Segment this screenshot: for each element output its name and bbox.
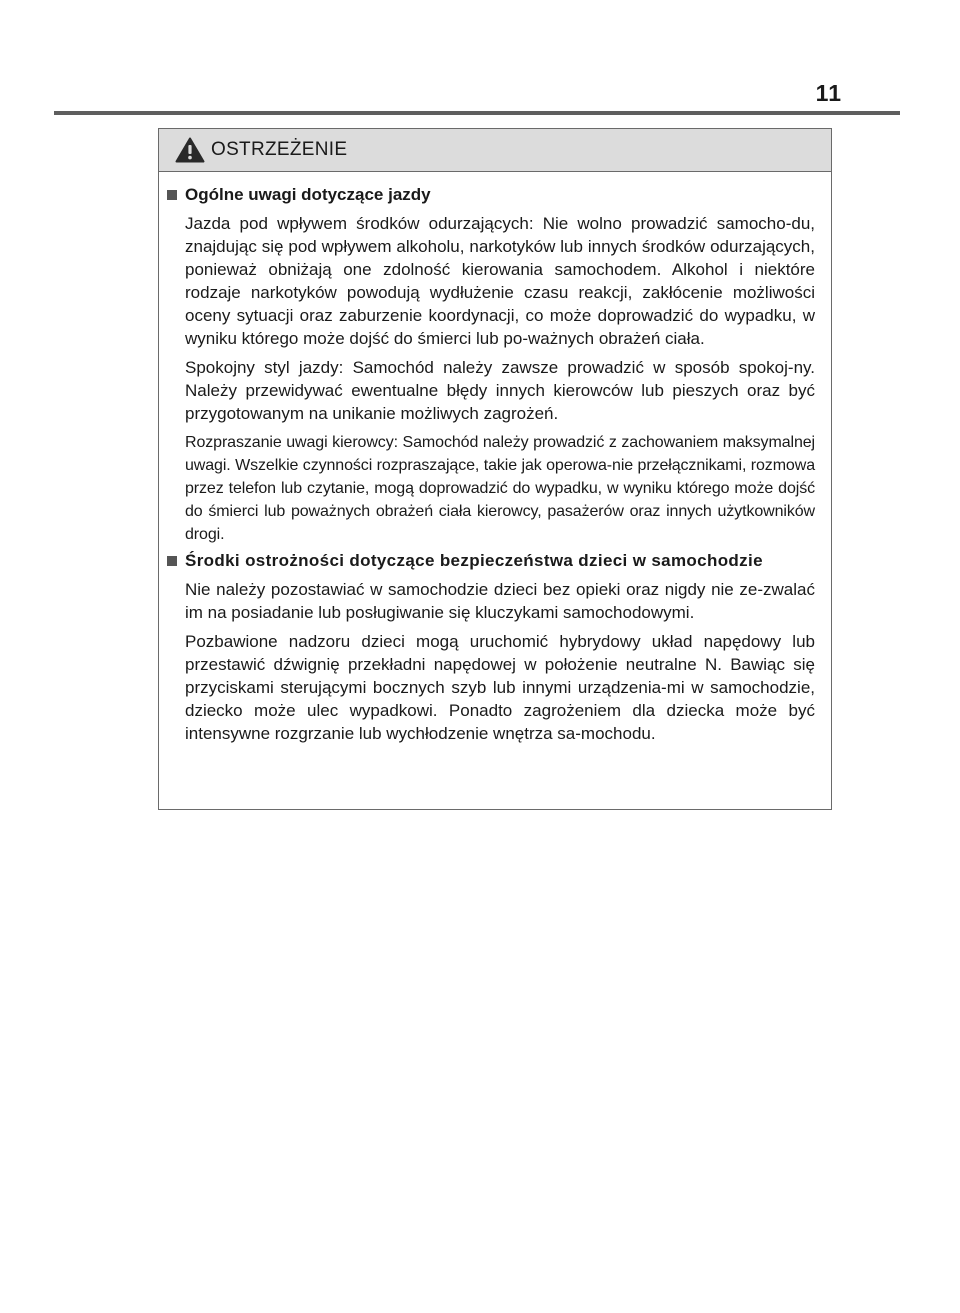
section-title: Ogólne uwagi dotyczące jazdy xyxy=(185,185,431,204)
warning-header xyxy=(159,129,831,172)
paragraph-unattended-children: Nie należy pozostawiać w samochodzie dzieci bez opieki oraz nigdy nie ze-zwalać im na posiadanie lub posługiwanie się kluczykami samochodowymi. xyxy=(185,580,815,622)
square-bullet-icon xyxy=(167,556,177,566)
paragraph-calm-driving: Spokojny styl jazdy: Samochód należy zawsze prowadzić w sposób spokoj-ny. Należy przewidywać ewentualne błędy innych kierowców lub pieszych oraz być przygotowanym na unikanie możliwych zagrożeń. xyxy=(185,358,815,423)
warning-title: OSTRZEŻENIE xyxy=(211,139,348,160)
header-rule xyxy=(54,111,900,115)
warning-box xyxy=(158,128,832,810)
square-bullet-icon xyxy=(167,190,177,200)
warning-body xyxy=(159,172,831,745)
paragraph-intoxication: Jazda pod wpływem środków odurzających: Nie wolno prowadzić samocho-du, znajdując się pod wpływem alkoholu, narkotyków lub innych środków odurzających, ponieważ obniżają one zdolność kierowania samochodem. Alkohol i niektóre rodzaje narkotyków powodują wydłużenie czasu reakcji, zakłócenie możliwości oceny sytuacji oraz zaburzenie koordynacji, co może doprowadzić do wypadku, w wyniku którego może dojść do śmierci lub po-ważnych obrażeń ciała. xyxy=(185,214,815,348)
warning-triangle-icon xyxy=(175,137,205,163)
section-title: Środki ostrożności dotyczące bezpieczeństwa dzieci w samochodzie xyxy=(185,551,763,570)
section-heading-children xyxy=(167,548,815,574)
section-heading-driving xyxy=(167,182,815,208)
paragraph-child-hazards: Pozbawione nadzoru dzieci mogą uruchomić hybrydowy układ napędowy lub przestawić dźwignię przekładni napędowej w położenie neutralne N. Bawiąc się przyciskami sterującymi bocznych szyb lub innymi urządzenia-mi w samochodzie, dziecko może ulec wypadkowi. Ponadto zagrożeniem dla dziecka może być intensywne rozgrzanie lub wychłodzenie wnętrza sa-mochodu. xyxy=(185,632,815,743)
paragraph-distraction: Rozpraszanie uwagi kierowcy: Samochód należy prowadzić z zachowaniem maksymalnej uwagi. Wszelkie czynności rozpraszające, takie jak operowa-nie przełącznikami, rozmowa przez telefon lub czytanie, mogą doprowadzić do wypadku, w wyniku którego może dojść do śmierci lub poważnych obrażeń ciała kierowcy, pasażerów oraz innych użytkowników drogi. xyxy=(185,434,815,543)
page-number: 11 xyxy=(815,80,842,106)
